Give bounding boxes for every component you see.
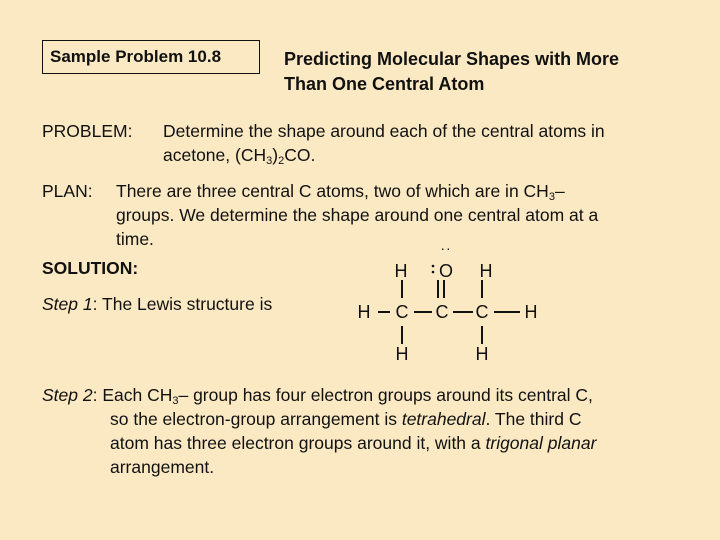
- trigonal-planar-term: trigonal planar: [485, 433, 597, 453]
- atom-h-bot-left: H: [395, 344, 409, 364]
- problem-line-2-post: CO.: [284, 145, 316, 165]
- atom-h-left: H: [357, 302, 371, 322]
- plan-line-1-post: –: [554, 181, 565, 201]
- atom-h-right: H: [524, 302, 538, 322]
- plan-line-1: [116, 179, 598, 203]
- step2-sub: 3: [172, 395, 179, 407]
- step1-label: Step 1: [42, 294, 93, 314]
- step2-line-2-post: . The third C: [485, 409, 582, 429]
- lone-pair-top: ··: [440, 240, 452, 256]
- step2-line-1-post: – group has four electron groups around its central C,: [178, 385, 593, 405]
- problem-sub-1: 3: [266, 155, 273, 167]
- solution-label: SOLUTION:: [42, 258, 139, 278]
- atom-h-top-right: H: [479, 261, 493, 281]
- atom-h-top-left: H: [394, 261, 408, 281]
- atom-c-right: C: [475, 302, 489, 322]
- sample-problem-label: Sample Problem 10.8: [50, 47, 222, 66]
- atom-h-bot-right: H: [475, 344, 489, 364]
- atom-c-left: C: [395, 302, 409, 322]
- step2-line-2-pre: so the electron-group arrangement is: [110, 409, 402, 429]
- page-title: [284, 47, 619, 97]
- plan-sub: 3: [548, 191, 555, 203]
- plan-line-1-pre: There are three central C atoms, two of which are in CH: [116, 181, 549, 201]
- sample-problem-box: [42, 40, 260, 74]
- step2-line-1: [42, 383, 593, 407]
- plan-line-3: time.: [116, 229, 154, 249]
- problem-line-2-mid: ): [272, 145, 279, 165]
- step2-line-3-pre: atom has three electron groups around it, with a: [110, 433, 486, 453]
- problem-line-1: Determine the shape around each of the central atoms in: [163, 121, 605, 141]
- step2-line-1-pre: : Each CH: [92, 385, 173, 405]
- problem-label: PROBLEM:: [42, 121, 133, 141]
- plan-line-2: groups. We determine the shape around one central atom at a: [116, 205, 599, 225]
- lone-pair-left-1: [432, 265, 435, 268]
- problem-text: [163, 119, 605, 167]
- step1-text: [42, 294, 272, 315]
- step2-line-4: arrangement.: [110, 457, 215, 477]
- step2-continuation: [110, 407, 596, 479]
- plan-text: [116, 179, 598, 251]
- problem-line-2: [163, 143, 605, 167]
- step1-body: : The Lewis structure is: [92, 294, 273, 314]
- title-line-1: Predicting Molecular Shapes with More: [284, 49, 620, 69]
- problem-line-2-pre: acetone, (CH: [163, 145, 267, 165]
- step2-line-3: [110, 431, 596, 455]
- atom-o: O: [438, 261, 453, 281]
- problem-sub-2: 2: [278, 155, 285, 167]
- step2-label: Step 2: [42, 385, 93, 405]
- atom-c-mid: C: [435, 302, 449, 322]
- plan-label: PLAN:: [42, 181, 93, 201]
- tetrahedral-term: tetrahedral: [401, 409, 486, 429]
- lone-pair-left-2: [432, 271, 435, 274]
- step2-line-2: [110, 407, 596, 431]
- title-line-2: Than One Central Atom: [284, 74, 485, 94]
